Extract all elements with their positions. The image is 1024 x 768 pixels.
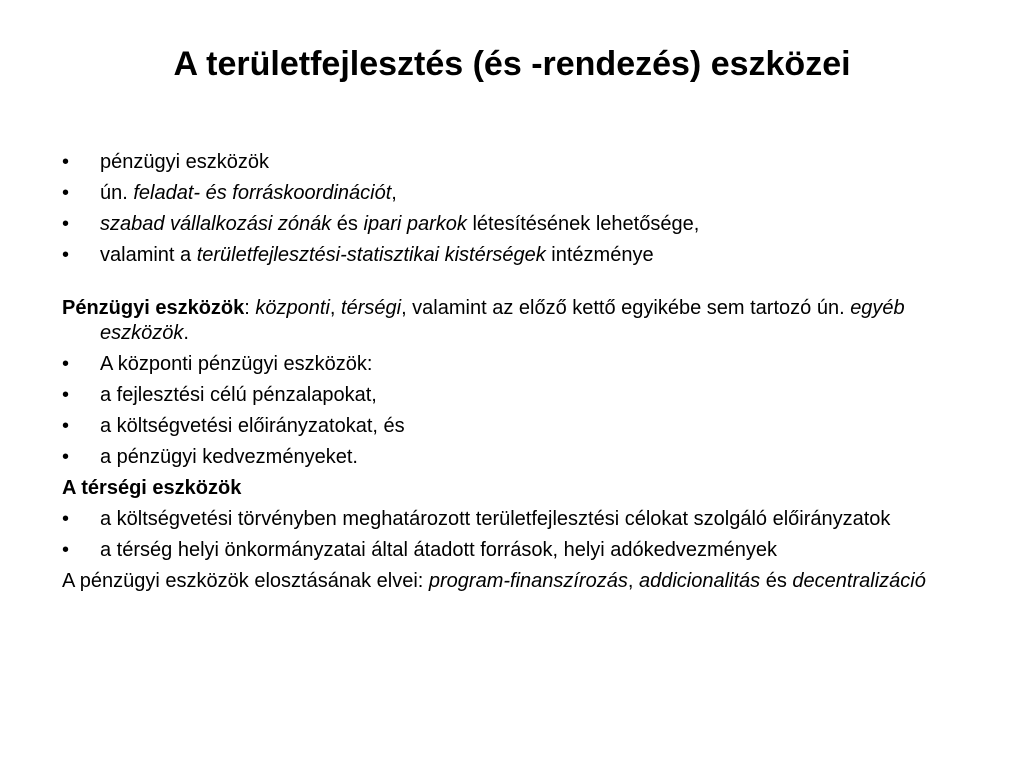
slide-content [62, 150, 972, 600]
bullet-text: A központi pénzügyi eszközök: [100, 353, 373, 375]
bullet-item [62, 383, 972, 408]
bullet-text: intézménye [545, 244, 654, 266]
principles-paragraph [62, 569, 972, 594]
italic-text: addicionalitás [638, 570, 761, 592]
bullet-item [62, 212, 972, 237]
bullet-text: és [331, 213, 364, 235]
text: , [329, 297, 342, 319]
italic-text: térségi [341, 297, 402, 319]
spacer [62, 274, 972, 296]
bullet-italic: feladat- és forráskoordinációt [133, 182, 392, 204]
bullet-italic: területfejlesztési-statisztikai kistérségek [196, 244, 546, 266]
text: . [183, 322, 189, 344]
financial-paragraph [62, 296, 972, 346]
bullet-italic: ipari parkok [363, 213, 467, 235]
italic-text: egyéb eszközök [100, 297, 905, 344]
bullet-text: ún. [100, 182, 134, 204]
bullet-italic: szabad vállalkozási zónák [100, 213, 332, 235]
text: , valamint az előző kettő egyikébe sem tartozó ún. [401, 297, 851, 319]
bullet-item [62, 181, 972, 206]
italic-text: decentralizáció [792, 570, 926, 592]
bullet-item [62, 445, 972, 470]
bullet-item [62, 352, 972, 377]
bullet-item [62, 414, 972, 439]
regional-heading-paragraph [62, 476, 972, 501]
bullet-item [62, 538, 972, 563]
bullet-text: a fejlesztési célú pénzalapokat, [100, 384, 377, 406]
bullet-text: a költségvetési törvényben meghatározott területfejlesztési célokat szolgáló előirányzatok [100, 508, 891, 530]
bullet-text: a pénzügyi kedvezményeket. [100, 446, 358, 468]
text: , [627, 570, 639, 592]
bullet-item [62, 507, 972, 532]
bullet-text: pénzügyi eszközök [100, 151, 269, 173]
bullet-item [62, 150, 972, 175]
text: és [760, 570, 793, 592]
text: A pénzügyi eszközök elosztásának elvei: [62, 570, 429, 592]
financial-heading: Pénzügyi eszközök [62, 297, 245, 319]
italic-text: központi [255, 297, 330, 319]
bullet-item [62, 243, 972, 268]
slide-title: A területfejlesztés (és -rendezés) eszközei [173, 45, 851, 83]
bullet-text: létesítésének lehetősége, [466, 213, 700, 235]
bullet-text: a költségvetési előirányzatokat, és [100, 415, 405, 437]
italic-text: program-finanszírozás [428, 570, 628, 592]
regional-heading: A térségi eszközök [62, 477, 242, 499]
bullet-text: , [391, 182, 397, 204]
bullet-text: valamint a [100, 244, 197, 266]
bullet-text: a térség helyi önkormányzatai által átadott források, helyi adókedvezmények [100, 539, 778, 561]
text: : [244, 297, 256, 319]
